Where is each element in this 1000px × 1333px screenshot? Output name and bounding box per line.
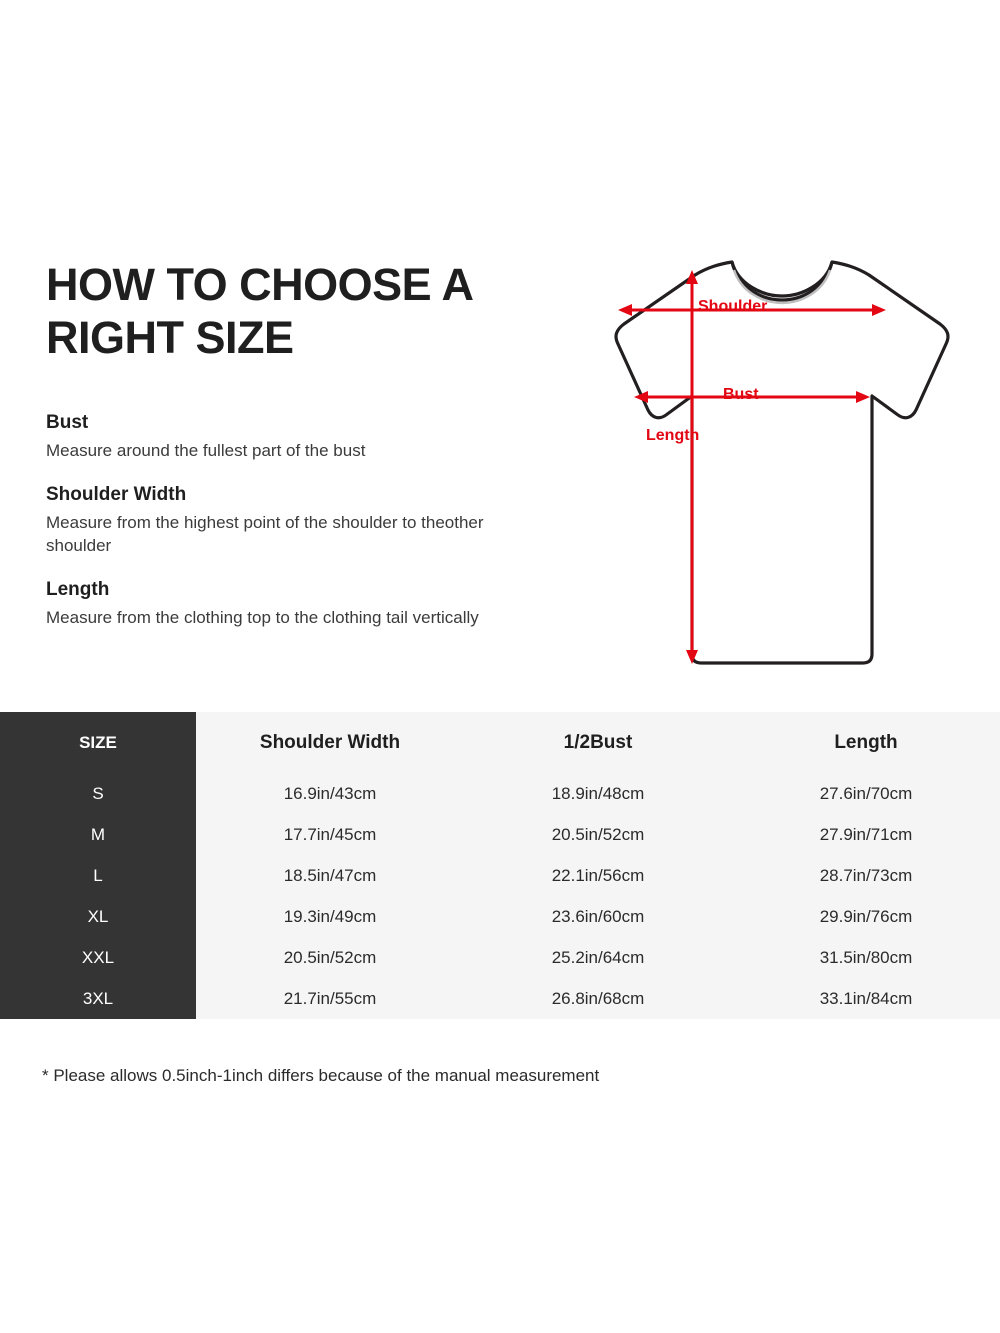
cell-size: S (0, 773, 196, 814)
cell-length: 27.6in/70cm (732, 773, 1000, 814)
header-shoulder-width: Shoulder Width (196, 712, 464, 773)
cell-shoulder-width: 19.3in/49cm (196, 896, 464, 937)
header-half-bust: 1/2Bust (464, 712, 732, 773)
cell-size: M (0, 814, 196, 855)
cell-size: XXL (0, 937, 196, 978)
table-row (0, 855, 1000, 896)
header-length: Length (732, 712, 1000, 773)
bust-label: Bust (723, 386, 759, 403)
table-row (0, 937, 1000, 978)
cell-shoulder-width: 20.5in/52cm (196, 937, 464, 978)
table-header-row (0, 712, 1000, 773)
table-row (0, 978, 1000, 1019)
page-title: HOW TO CHOOSE A RIGHT SIZE (46, 259, 472, 363)
cell-half-bust: 18.9in/48cm (464, 773, 732, 814)
definition-term-bust: Bust (46, 412, 89, 433)
cell-half-bust: 25.2in/64cm (464, 937, 732, 978)
cell-length: 33.1in/84cm (732, 978, 1000, 1019)
size-table (0, 712, 1000, 1019)
cell-length: 29.9in/76cm (732, 896, 1000, 937)
table-row (0, 773, 1000, 814)
definition-desc-bust: Measure around the fullest part of the bust (46, 441, 366, 460)
cell-shoulder-width: 17.7in/45cm (196, 814, 464, 855)
table-row (0, 896, 1000, 937)
size-chart (0, 712, 1000, 1019)
cell-size: 3XL (0, 978, 196, 1019)
definition-term-shoulder-width: Shoulder Width (46, 484, 187, 505)
cell-shoulder-width: 21.7in/55cm (196, 978, 464, 1019)
tshirt-diagram (520, 240, 980, 690)
cell-size: L (0, 855, 196, 896)
cell-length: 28.7in/73cm (732, 855, 1000, 896)
shoulder-label: Shoulder (698, 298, 768, 315)
table-row (0, 814, 1000, 855)
header-size: SIZE (0, 712, 196, 773)
cell-size: XL (0, 896, 196, 937)
definition-term-length: Length (46, 579, 110, 600)
cell-shoulder-width: 16.9in/43cm (196, 773, 464, 814)
cell-length: 31.5in/80cm (732, 937, 1000, 978)
cell-half-bust: 26.8in/68cm (464, 978, 732, 1019)
measurement-definitions (46, 412, 516, 629)
footnote: * Please allows 0.5inch-1inch differs because of the manual measurement (42, 1066, 600, 1085)
cell-half-bust: 23.6in/60cm (464, 896, 732, 937)
definition-desc-length: Measure from the clothing top to the clothing tail vertically (46, 608, 479, 627)
cell-half-bust: 22.1in/56cm (464, 855, 732, 896)
definition-desc-shoulder-width: Measure from the highest point of the shoulder to theother shoulder (46, 513, 484, 555)
cell-length: 27.9in/71cm (732, 814, 1000, 855)
length-label: Length (646, 427, 700, 444)
cell-half-bust: 20.5in/52cm (464, 814, 732, 855)
cell-shoulder-width: 18.5in/47cm (196, 855, 464, 896)
